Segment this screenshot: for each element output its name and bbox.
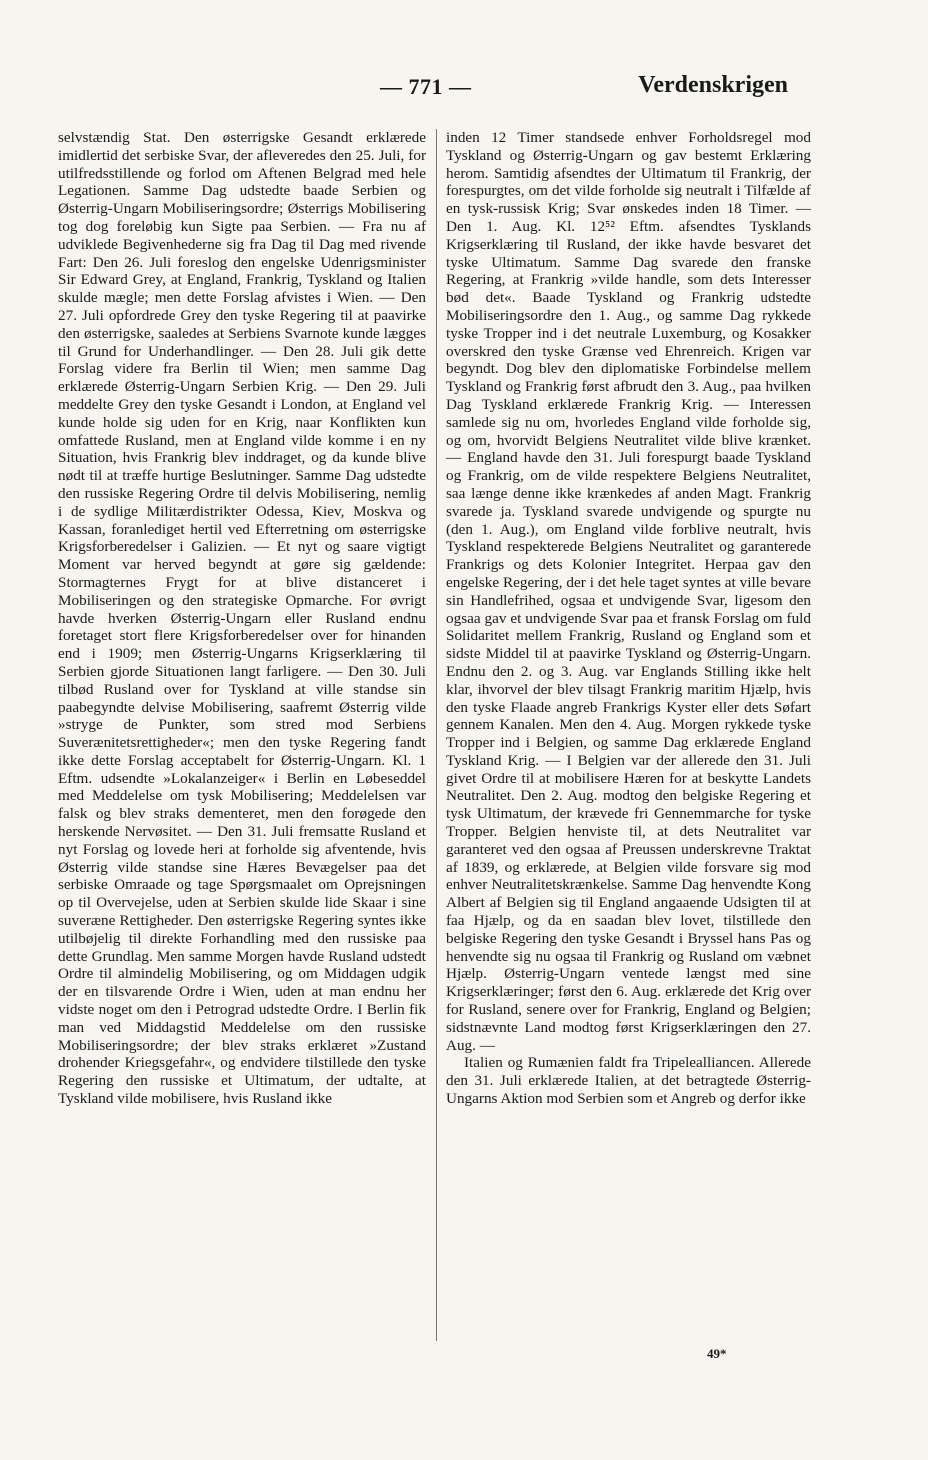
left-column-text: selvstændig Stat. Den østerrigske Gesandt erklærede imidlertid det serbiske Svar, der afleveredes den 25. Juli, for utilfredsstillende og forlod om Aftenen Belgrad med hele Legationen. Samme Dag udstedte baade Serbien og Østerrig-Ungarn Mobiliseringsordre; Østerrigs Mobilisering tog dog foreløbig kun Sigte paa Serbien. — Fra nu af udviklede Begivenhederne sig fra Dag til Dag med rivende Fart: Den 26. Juli foreslog den engelske Udenrigsminister Sir Edward Grey, at England, Frankrig, Tyskland og Italien skulde mægle; men dette Forslag afvistes i Wien. — Den 27. Juli opfordrede Grey den tyske Regering til at paavirke den østerrigske, saaledes at Serbiens Svarnote kunde lægges til Grund for Underhandlinger. — Den 28. Juli gik dette Forslag videre fra Berlin til Wien; men samme Dag erklærede Østerrig-Ungarn Serbien Krig. — Den 29. Juli meddelte Grey den tyske Gesandt i London, at England vel kunde holde sig uden for en Krig, naar Konflikten kun omfattede Rusland, men at England vilde komme i en ny Situation, hvis Frankrig blev inddraget, og da kunde blive nødt til at træffe hurtige Beslutninger. Samme Dag udstedte den russiske Regering Ordre til delvis Mobilisering, nemlig i de sydlige Militærdistrikter Odessa, Kiev, Moskva og Kassan, foranlediget hertil ved Efterretning om østerrigske Krigsforberedelser i Galizien. — Et nyt og saare vigtigt Moment var herved begyndt at gøre sig gældende: Stormagternes Frygt for at blive distanceret i Mobiliseringen og den strategiske Opmarche. For øvrigt havde hverken Østerrig-Ungarn eller Rusland endnu foretaget stort flere Krigsforberedelser over for hinanden end i 1909; men Østerrig-Ungarns Krigserklæring til Serbien gjorde Situationen langt farligere. — Den 30. Juli tilbød Rusland over for Tyskland at ville standse sin paabegyndte delvise Mobilisering, saafremt Østerrig vilde »stryge de Punkter, som stred mod Serbiens Suverænitetsrettigheder«; men den tyske Regering fandt ikke dette Forslag acceptabelt for Østerrig-Ungarn. Kl. 1 Eftm. udsendte »Lokalanzeiger« i Berlin en Løbeseddel med Meddelelse om tysk Mobilisering; Meddelelsen var falsk og blev straks dementeret, men den forøgede den herskende Nervøsitet. — Den 31. Juli fremsatte Rusland et nyt Forslag og lovede heri at forholde sig afventende, hvis Østerrig vilde standse sine Hæres Bevægelser paa det serbiske Omraade og tage Spørgsmaalet om Oprejsningen op til Overvejelse, uden at Serbien skulde lide Skaar i sine suveræne Rettigheder. Den østerrigske Regering syntes ikke utilbøjelig til direkte Forhandling med den russiske paa dette Grundlag. Men samme Morgen havde Rusland udstedt Ordre til almindelig Mobilisering, og om Middagen udgik der en tilsvarende Ordre i Wien, uden at man endnu her vidste noget om den i Petrograd udstedte Ordre. I Berlin fik man ved Middagstid Meddelelse om den russiske Mobiliseringsordre; der blev straks erklæret »Zustand drohender Kriegsgefahr«, og endvidere tilstillede den tyske Regering den russiske et Ultimatum, der udtalte, at Tyskland vilde mobilisere, hvis Rusland ikke [58,129,426,1108]
right-column [446,129,811,1108]
column-divider [436,129,437,1341]
running-head: Verdenskrigen [638,72,788,98]
right-column-paragraph-1: inden 12 Timer standsede enhver Forholdsregel mod Tyskland og Østerrig-Ungarn og gav bestemt Erklæring herom. Samtidig afsendtes der Ultimatum til Frankrig, der forespurgtes, om det vilde forholde sig neutralt i Tilfælde af en tysk-russisk Krig; Svar ønskedes inden 18 Timer. — Den 1. Aug. Kl. 12⁵² Eftm. afsendtes Tysklands Krigserklæring til Rusland, der ikke havde besvaret det tyske Ultimatum. Samme Dag svarede den franske Regering, at Frankrig »vilde handle, som dets Interesser bød det«. Baade Tyskland og Frankrig udstedte Mobiliseringsordre den 1. Aug., og samme Dag rykkede tyske Tropper ind i det neutrale Luxemburg, og Kosakker overskred den tyske Grænse ved Ehrenreich. Krigen var begyndt. Dog blev den diplomatiske Forbindelse mellem Tyskland og Frankrig først afbrudt den 3. Aug., paa hvilken Dag Tyskland erklærede Frankrig Krig. — Interessen samlede sig nu om, hvorledes England vilde forholde sig, og om, hvorvidt Belgiens Neutralitet vilde blive krænket. — England havde den 31. Juli forespurgt baade Tyskland og Frankrig, om de vilde respektere Belgiens Neutralitet, saa længe denne ikke krænkedes af anden Magt. Frankrig svarede ja. Tyskland svarede undvigende og spurgte nu (den 1. Aug.), om England vilde forblive neutralt, hvis Tyskland respekterede Belgiens Neutralitet og garanterede Frankrigs og dets Kolonier Integritet. Herpaa gav den engelske Regering, der i det hele taget syntes at ville bevare sin Handlefrihed, ogsaa et undvigende Svar, ligesom den ogsaa gav et undvigende Svar paa et fransk Forslag om fuld Solidaritet mellem Frankrig, Rusland og England som et sidste Middel til at paavirke Tyskland og Østerrig-Ungarn. Endnu den 2. og 3. Aug. var Englands Stilling ikke helt klar, ihvorvel der blev tilsagt Frankrig maritim Hjælp, hvis den tyske Flaade angreb Frankrigs Kyster eller dets Søfart gennem Kanalen. Men den 4. Aug. Morgen rykkede tyske Tropper ind i Belgien, og samme Dag erklærede England Tyskland Krig. — I Belgien var der allerede den 31. Juli givet Ordre til at mobilisere Hæren for at beskytte Landets Neutralitet. Den 2. Aug. modtog den belgiske Regering et tysk Ultimatum, der krævede fri Gennemmarche for tyske Tropper. Belgien henviste til, at dets Neutralitet var garanteret ved den ogsaa af Preussen underskrevne Traktat af 1839, og erklærede, at Belgien vilde forsvare sig mod enhver Neutralitetskrænkelse. Samme Dag henvendte Kong Albert af Belgien sig til England angaaende Udsigten til at faa Hjælp, og da en saadan blev lovet, tilstillede den belgiske Regering den tyske Gesandt i Bryssel hans Pas og henvendte sig nu ogsaa til Frankrig og Rusland om væbnet Hjælp. Østerrig-Ungarn ventede længst med sine Krigserklæringer; først den 6. Aug. erklærede det Krig over for Rusland, senere over for Frankrig, England og Belgien; sidstnævnte Land modtog først Krigserklæringen den 27. Aug. — [446,129,811,1054]
page-header [0,68,928,108]
page-number: — 771 — [380,74,472,99]
right-column-paragraph-2: Italien og Rumænien faldt fra Tripelealliancen. Allerede den 31. Juli erklærede Italien, at det betragtede Østerrig-Ungarns Aktion mod Serbien som et Angreb og derfor ikke [446,1054,811,1108]
left-column [58,129,426,1108]
printer-signature: 49* [707,1346,727,1361]
